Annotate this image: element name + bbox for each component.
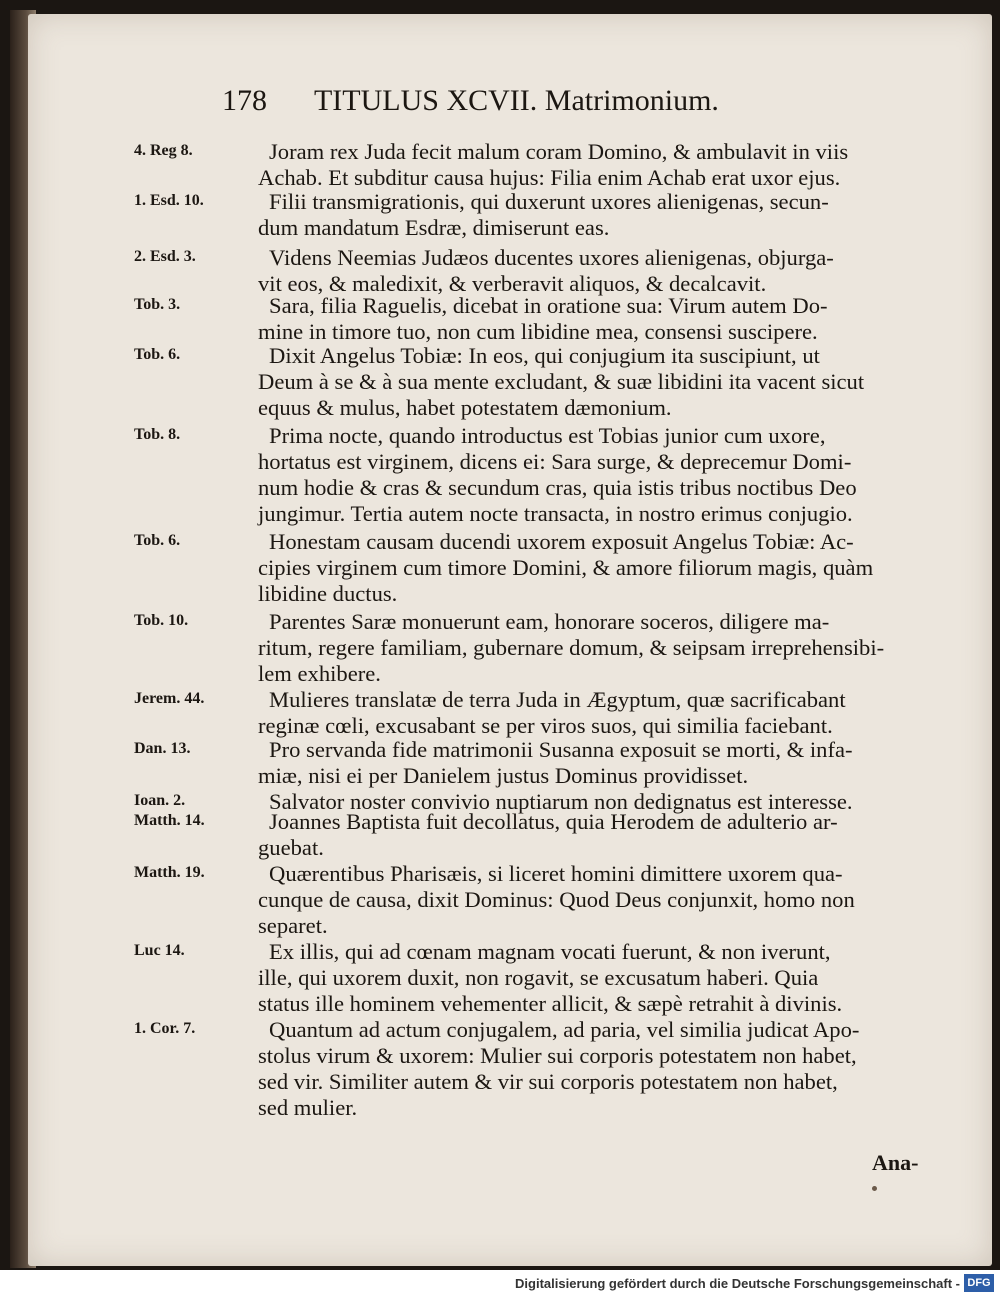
scripture-reference: Ioan. 2.	[134, 792, 186, 809]
text-line: separet.	[258, 913, 328, 938]
text-line: equus & mulus, habet potestatem dæmonium.	[258, 395, 672, 420]
text-line: Deum à se & à sua mente excludant, & suæ libidini ita vacent sicut	[258, 369, 865, 394]
scripture-reference: Tob. 6.	[134, 532, 181, 549]
scripture-reference: Tob. 3.	[134, 296, 181, 313]
text-line: Prima nocte, quando introductus est Tobias junior cum uxore,	[269, 423, 826, 448]
text-line: ille, qui uxorem duxit, non rogavit, se excusatum haberi. Quia	[258, 965, 819, 990]
text-line: Mulieres translatæ de terra Juda in Ægyptum, quæ sacrificabant	[269, 687, 846, 712]
scripture-reference: Dan. 13.	[134, 740, 191, 757]
text-line: sed mulier.	[258, 1095, 358, 1120]
text-line: reginæ cœli, excusabant se per viros suos, qui similia faciebant.	[258, 713, 833, 738]
text-line: Videns Neemias Judæos ducentes uxores alienigenas, objurga-	[269, 245, 834, 270]
text-line: Salvator noster convivio nuptiarum non dedignatus est interesse.	[269, 789, 853, 814]
scripture-reference: Tob. 10.	[134, 612, 189, 629]
scripture-reference: Jerem. 44.	[134, 690, 205, 707]
text-line: jungimur. Tertia autem nocte transacta, in nostro erimus conjugio.	[258, 501, 853, 526]
text-line: cunque de causa, dixit Dominus: Quod Deus conjunxit, homo non	[258, 887, 855, 912]
text-line: Filii transmigrationis, qui duxerunt uxores alienigenas, secun-	[269, 189, 829, 214]
scripture-reference: Matth. 14.	[134, 812, 205, 829]
text-line: Achab. Et subditur causa hujus: Filia enim Achab erat uxor ejus.	[258, 165, 841, 190]
text-line: Pro servanda fide matrimonii Susanna exposuit se morti, & infa-	[269, 737, 853, 762]
text-line: Dixit Angelus Tobiæ: In eos, qui conjugium ita suscipiunt, ut	[269, 343, 820, 368]
text-line: stolus virum & uxorem: Mulier sui corporis potestatem non habet,	[258, 1043, 857, 1068]
scripture-reference: Matth. 19.	[134, 864, 205, 881]
text-line: miæ, nisi ei per Danielem justus Dominus providisset.	[258, 763, 749, 788]
footer-credit: Digitalisierung gefördert durch die Deutsche Forschungsgemeinschaft -	[515, 1276, 960, 1291]
text-line: hortatus est virginem, dicens ei: Sara surge, & deprecemur Domi-	[258, 449, 852, 474]
text-line: Quantum ad actum conjugalem, ad paria, vel similia judicat Apo-	[269, 1017, 860, 1042]
text-line: dum mandatum Esdræ, dimiserunt eas.	[258, 215, 610, 240]
scripture-reference: Tob. 8.	[134, 426, 181, 443]
page-number: 178	[222, 84, 267, 117]
text-line: ritum, regere familiam, gubernare domum, & seipsam irreprehensibi-	[258, 635, 885, 660]
text-line: vit eos, & maledixit, & verberavit aliquos, & decalcavit.	[258, 271, 767, 296]
running-title: TITULUS XCVII. Matrimonium.	[313, 84, 719, 117]
text-line: sed vir. Similiter autem & vir sui corporis potestatem non habet,	[258, 1069, 838, 1094]
scripture-reference: 4. Reg 8.	[134, 142, 193, 159]
text-line: Joram rex Juda fecit malum coram Domino, & ambulavit in viis	[269, 139, 849, 164]
scripture-reference: 2. Esd. 3.	[134, 248, 196, 265]
text-line: Sara, filia Raguelis, dicebat in oratione sua: Virum autem Do-	[269, 293, 828, 318]
text-line: guebat.	[258, 835, 324, 860]
ink-spot	[872, 1186, 877, 1191]
page-header	[222, 84, 719, 118]
text-line: Parentes Saræ monuerunt eam, honorare soceros, diligere ma-	[269, 609, 830, 634]
dfg-logo: DFG	[964, 1274, 994, 1292]
text-line: Quærentibus Pharisæis, si liceret homini dimittere uxorem qua-	[269, 861, 843, 886]
text-line: libidine ductus.	[258, 581, 398, 606]
text-line: Joannes Baptista fuit decollatus, quia Herodem de adulterio ar-	[269, 809, 838, 834]
text-line: cipies virginem cum timore Domini, & amore filiorum magis, quàm	[258, 555, 874, 580]
text-line: Ex illis, qui ad cœnam magnam vocati fuerunt, & non iverunt,	[269, 939, 831, 964]
text-line: status ille hominem vehementer allicit, & sæpè retrahit à divinis.	[258, 991, 843, 1016]
scripture-reference: Tob. 6.	[134, 346, 181, 363]
text-line: Honestam causam ducendi uxorem exposuit Angelus Tobiæ: Ac-	[269, 529, 854, 554]
text-line: mine in timore tuo, non cum libidine mea, consensi suscipere.	[258, 319, 818, 344]
text-line: num hodie & cras & secundum cras, quia istis tribus noctibus Deo	[258, 475, 857, 500]
scripture-reference: Luc 14.	[134, 942, 185, 959]
scripture-reference: 1. Esd. 10.	[134, 192, 204, 209]
catchword: Ana-	[872, 1150, 919, 1175]
footer-bar	[0, 1270, 1000, 1298]
text-line: lem exhibere.	[258, 661, 381, 686]
scripture-reference: 1. Cor. 7.	[134, 1020, 196, 1037]
